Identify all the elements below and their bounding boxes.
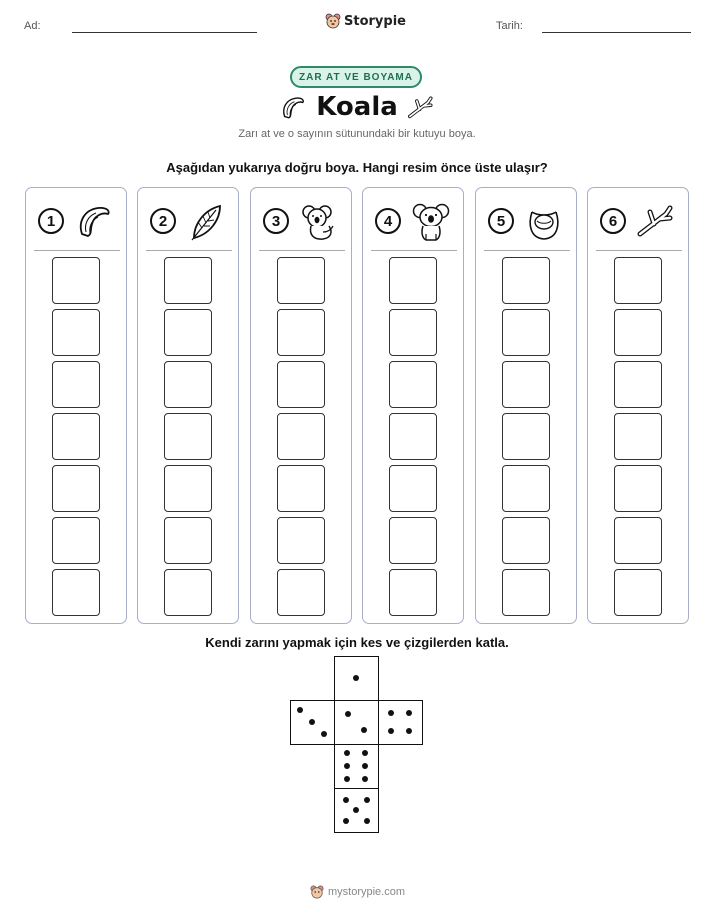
column-header [371, 202, 457, 242]
color-box[interactable] [389, 465, 437, 512]
column-5 [475, 187, 577, 624]
brand-name: Storypie [344, 13, 406, 29]
color-box[interactable] [164, 465, 212, 512]
color-box[interactable] [52, 413, 100, 460]
column-number: 3 [263, 208, 289, 234]
color-box[interactable] [164, 413, 212, 460]
name-line[interactable] [72, 32, 257, 33]
color-box[interactable] [52, 517, 100, 564]
color-box[interactable] [389, 361, 437, 408]
storypie-logo-icon [310, 885, 324, 899]
column-divider [146, 250, 232, 251]
color-box[interactable] [502, 257, 550, 304]
color-box[interactable] [164, 257, 212, 304]
column-divider [34, 250, 120, 251]
dice-pip [344, 776, 350, 782]
dice-face-right [378, 700, 423, 745]
color-box[interactable] [614, 465, 662, 512]
color-box[interactable] [389, 413, 437, 460]
dice-pip [362, 763, 368, 769]
column-2 [137, 187, 239, 624]
dice-pip [353, 807, 359, 813]
column-header [596, 202, 682, 242]
leaf-icon [186, 202, 226, 242]
koala-icon [411, 202, 451, 242]
column-number: 4 [375, 208, 401, 234]
color-box[interactable] [389, 257, 437, 304]
color-box[interactable] [277, 257, 325, 304]
column-number: 5 [488, 208, 514, 234]
footer [310, 885, 405, 899]
color-box[interactable] [614, 257, 662, 304]
dice-pip [345, 711, 351, 717]
dice-pip [406, 710, 412, 716]
color-box[interactable] [502, 413, 550, 460]
dice-pip [321, 731, 327, 737]
column-divider [259, 250, 345, 251]
dice-pip [406, 728, 412, 734]
dice-face-bottom [334, 788, 379, 833]
color-box[interactable] [277, 569, 325, 616]
column-number: 1 [38, 208, 64, 234]
column-3 [250, 187, 352, 624]
date-line[interactable] [542, 32, 691, 33]
column-header [484, 202, 570, 242]
column-header [34, 202, 120, 242]
color-box[interactable] [614, 413, 662, 460]
column-header [146, 202, 232, 242]
color-box[interactable] [614, 361, 662, 408]
dice-pip [364, 797, 370, 803]
dice-pip [309, 719, 315, 725]
color-box[interactable] [164, 309, 212, 356]
dice-pip [343, 818, 349, 824]
brand-logo [325, 13, 406, 29]
color-box[interactable] [52, 257, 100, 304]
color-box[interactable] [277, 517, 325, 564]
color-box[interactable] [389, 309, 437, 356]
dice-face-lower [334, 744, 379, 789]
column-header [259, 202, 345, 242]
column-4 [362, 187, 464, 624]
dice-pip [388, 710, 394, 716]
column-number: 6 [600, 208, 626, 234]
date-label: Tarih: [496, 20, 523, 32]
color-box[interactable] [52, 465, 100, 512]
column-1 [25, 187, 127, 624]
activity-badge: ZAR AT VE BOYAMA [290, 66, 422, 88]
color-box[interactable] [164, 569, 212, 616]
column-divider [484, 250, 570, 251]
color-box[interactable] [52, 569, 100, 616]
dice-face-center [334, 700, 379, 745]
color-box[interactable] [614, 309, 662, 356]
dice-pip [344, 763, 350, 769]
branch-icon [636, 202, 676, 242]
color-box[interactable] [52, 361, 100, 408]
color-box[interactable] [502, 309, 550, 356]
color-box[interactable] [389, 517, 437, 564]
dice-instruction: Kendi zarını yapmak için kes ve çizgilerden katla. [205, 635, 509, 650]
branch-icon [406, 94, 436, 122]
baby-koala-icon [299, 202, 339, 242]
dice-pip [344, 750, 350, 756]
dice-pip [361, 727, 367, 733]
pouch-icon [524, 202, 564, 242]
color-box[interactable] [389, 569, 437, 616]
dice-face-top [334, 656, 379, 701]
name-label: Ad: [24, 20, 41, 32]
instruction: Aşağıdan yukarıya doğru boya. Hangi resim önce üste ulaşır? [166, 160, 548, 175]
color-box[interactable] [164, 361, 212, 408]
color-box[interactable] [277, 413, 325, 460]
dice-face-left [290, 700, 335, 745]
color-box[interactable] [277, 309, 325, 356]
color-box[interactable] [614, 569, 662, 616]
color-box[interactable] [614, 517, 662, 564]
dice-pip [388, 728, 394, 734]
dice-pip [364, 818, 370, 824]
color-box[interactable] [502, 361, 550, 408]
subtitle: Zarı at ve o sayının sütunundaki bir kutuyu boya. [238, 128, 476, 140]
dice-pip [353, 675, 359, 681]
color-box[interactable] [502, 517, 550, 564]
dice-pip [362, 776, 368, 782]
color-box[interactable] [164, 517, 212, 564]
color-box[interactable] [502, 465, 550, 512]
column-number: 2 [150, 208, 176, 234]
title-row [0, 92, 714, 124]
storypie-logo-icon [325, 13, 341, 29]
color-box[interactable] [52, 309, 100, 356]
column-divider [371, 250, 457, 251]
column-divider [596, 250, 682, 251]
color-box[interactable] [277, 465, 325, 512]
column-6 [587, 187, 689, 624]
page-title: Koala [316, 92, 398, 122]
dice-pip [297, 707, 303, 713]
footer-url: mystorypie.com [328, 886, 406, 898]
claw-icon [74, 202, 114, 242]
dice-pip [343, 797, 349, 803]
color-box[interactable] [502, 569, 550, 616]
color-box[interactable] [277, 361, 325, 408]
dice-pip [362, 750, 368, 756]
